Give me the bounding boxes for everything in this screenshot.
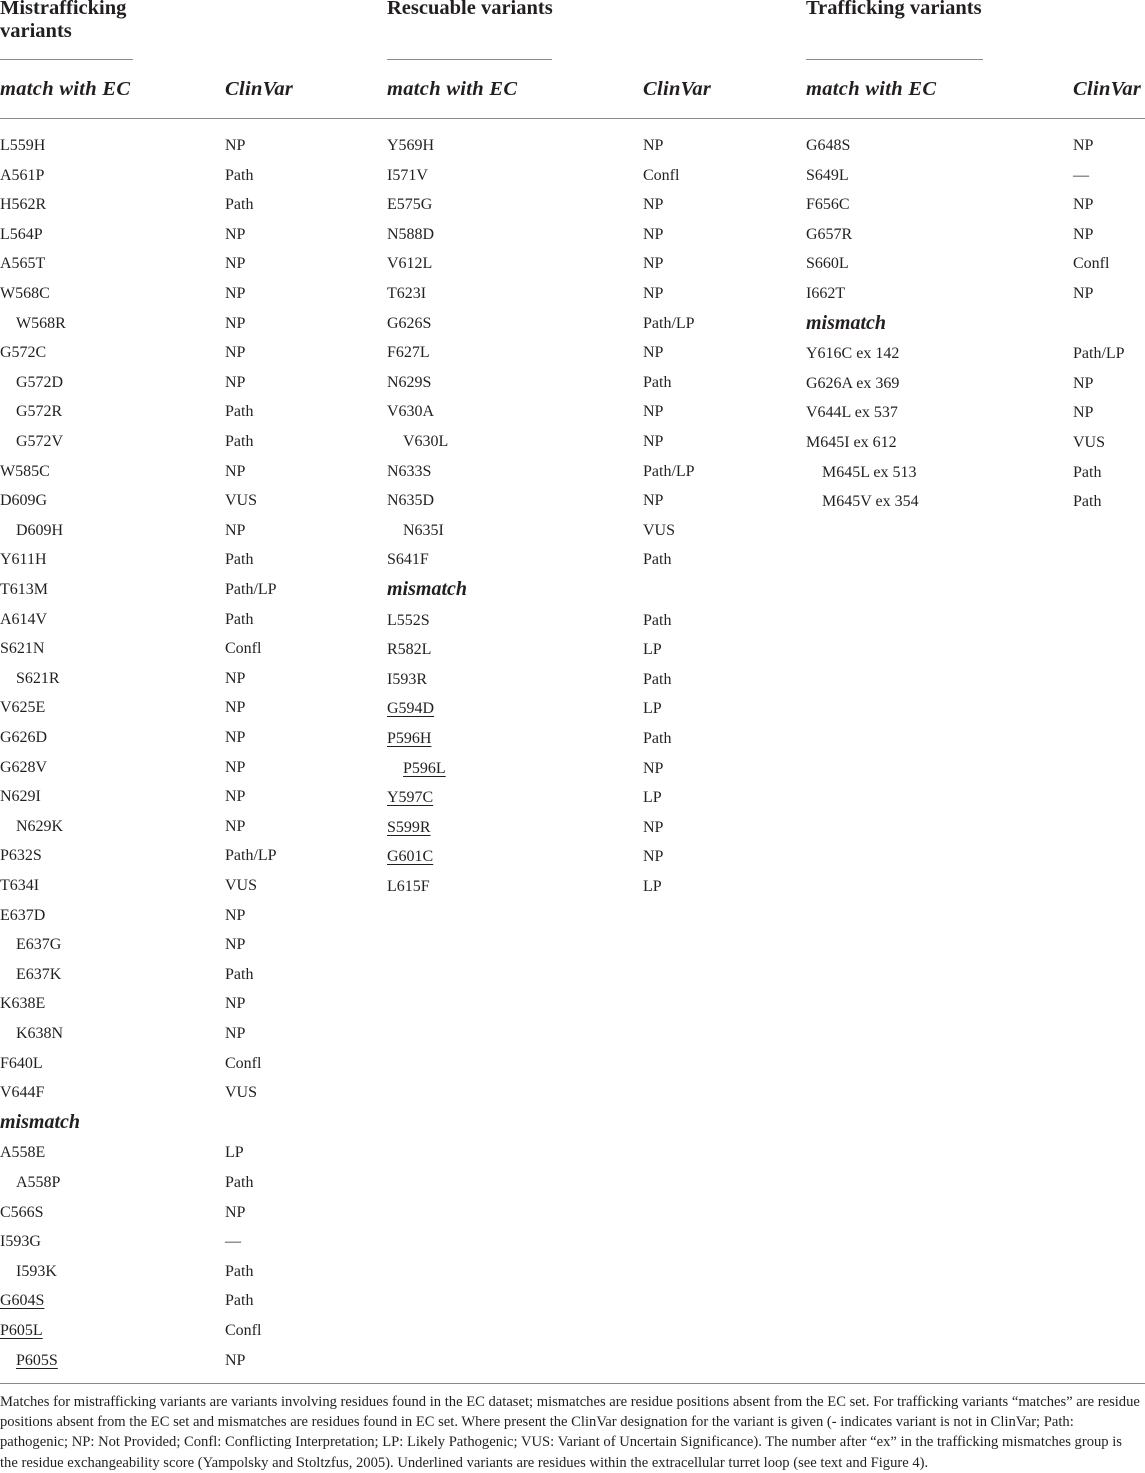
variant-cell: S621N — [0, 640, 45, 658]
clinvar-cell: — — [225, 1233, 241, 1251]
variant-cell: G594D — [387, 700, 435, 718]
clinvar-cell: NP — [225, 137, 246, 154]
variant-cell: T613M — [0, 581, 48, 598]
variant-cell: G572C — [0, 344, 47, 362]
variant-cell: N629I — [0, 788, 41, 806]
clinvar-cell: LP — [643, 877, 662, 895]
variant-cell: A614V — [0, 610, 48, 628]
clinvar-cell: NP — [225, 462, 246, 480]
clinvar-cell: Confl — [643, 166, 680, 184]
variant-cell: H562R — [0, 196, 47, 214]
column-header-match: match with EC — [387, 78, 518, 100]
variant-cell: P596L — [403, 759, 446, 777]
variant-cell: N588D — [387, 225, 435, 243]
clinvar-cell: Path — [225, 166, 254, 184]
variant-cell: V644L ex 537 — [806, 404, 898, 422]
clinvar-cell: Path — [225, 433, 254, 450]
clinvar-cell: Path/LP — [1073, 345, 1125, 363]
clinvar-cell: NP — [225, 758, 246, 776]
clinvar-cell: Path — [225, 1262, 254, 1280]
variant-cell: L564P — [0, 225, 43, 243]
clinvar-cell: Confl — [1073, 255, 1110, 273]
variant-cell: G626D — [0, 729, 48, 746]
variant-cell: T623I — [387, 285, 427, 302]
mismatch-subheading: mismatch — [387, 578, 468, 600]
clinvar-cell: NP — [643, 433, 664, 450]
clinvar-cell: LP — [225, 1144, 244, 1162]
clinvar-cell: NP — [225, 344, 246, 362]
clinvar-cell: NP — [643, 759, 664, 777]
variant-cell: I593G — [0, 1233, 41, 1251]
clinvar-cell: VUS — [643, 521, 676, 539]
variant-cell: G628V — [0, 758, 48, 776]
clinvar-cell: NP — [1073, 374, 1094, 392]
variant-cell: S660L — [806, 255, 849, 273]
variant-cell: K638N — [16, 1025, 64, 1042]
clinvar-cell: NP — [1073, 404, 1094, 422]
variant-cell: N635I — [403, 521, 444, 539]
variant-cell: T634I — [0, 877, 40, 894]
variant-cell: I593R — [387, 670, 427, 688]
variant-cell: W568R — [16, 314, 66, 332]
clinvar-cell: Path/LP — [225, 581, 277, 598]
clinvar-cell: NP — [225, 225, 246, 243]
clinvar-cell: NP — [225, 788, 246, 806]
clinvar-cell: LP — [643, 641, 662, 659]
variant-cell: E637K — [16, 965, 62, 983]
clinvar-cell: LP — [643, 789, 662, 807]
variant-cell: P596H — [387, 729, 432, 747]
group-rule — [806, 59, 983, 60]
clinvar-cell: Path — [643, 551, 672, 569]
variant-cell: N633S — [387, 462, 432, 480]
column-header-match: match with EC — [806, 78, 937, 100]
variant-cell: S641F — [387, 551, 429, 569]
variant-cell: A565T — [0, 255, 46, 273]
variant-cell: D609H — [16, 521, 64, 539]
clinvar-cell: Confl — [225, 1321, 262, 1339]
variant-cell: G572R — [16, 403, 63, 421]
clinvar-cell: NP — [643, 255, 664, 273]
variant-cell: G601C — [387, 848, 434, 866]
clinvar-cell: Path/LP — [643, 314, 695, 332]
variant-cell: Y616C ex 142 — [806, 345, 900, 363]
clinvar-cell: NP — [225, 936, 246, 954]
variant-cell: G657R — [806, 225, 853, 243]
variant-cell: P605L — [0, 1321, 43, 1339]
variant-cell: I662T — [806, 285, 846, 302]
variant-cell: V630L — [403, 433, 449, 450]
variant-cell: E637D — [0, 906, 46, 924]
variant-cell: V612L — [387, 255, 433, 273]
clinvar-cell: NP — [225, 669, 246, 687]
variant-cell: Y597C — [387, 789, 434, 807]
variant-cell: S621R — [16, 669, 60, 687]
clinvar-cell: Path — [225, 403, 254, 421]
variant-cell: Y569H — [387, 137, 435, 154]
variant-cell: M645I ex 612 — [806, 433, 897, 451]
clinvar-cell: Path — [1073, 493, 1102, 511]
clinvar-cell: NP — [643, 137, 664, 154]
clinvar-cell: NP — [225, 255, 246, 273]
variant-cell: N635D — [387, 492, 435, 510]
variant-cell: P605S — [16, 1351, 58, 1369]
variant-cell: G626A ex 369 — [806, 374, 900, 392]
clinvar-cell: NP — [643, 344, 664, 362]
clinvar-cell: Path — [225, 196, 254, 214]
variant-cell: M645V ex 354 — [822, 493, 919, 511]
clinvar-cell: Path — [225, 965, 254, 983]
group-rule — [387, 59, 552, 60]
clinvar-cell: NP — [225, 285, 246, 302]
column-header-match: match with EC — [0, 78, 131, 100]
clinvar-cell: Path — [225, 1173, 254, 1191]
clinvar-cell: NP — [225, 995, 246, 1013]
clinvar-cell: NP — [225, 314, 246, 332]
clinvar-cell: Path — [225, 551, 254, 569]
variant-cell: V644F — [0, 1084, 45, 1102]
clinvar-cell: NP — [1073, 196, 1094, 214]
variant-cell: W568C — [0, 285, 50, 302]
variant-cell: F640L — [0, 1054, 43, 1072]
clinvar-cell: Path — [225, 1292, 254, 1310]
column-header-clinvar: ClinVar — [225, 78, 294, 100]
clinvar-cell: Path — [225, 610, 254, 628]
clinvar-cell: NP — [1073, 225, 1094, 243]
clinvar-cell: Confl — [225, 1054, 262, 1072]
variant-cell: I571V — [387, 166, 428, 184]
clinvar-cell: Path/LP — [643, 462, 695, 480]
clinvar-cell: NP — [225, 699, 246, 717]
clinvar-cell: NP — [643, 818, 664, 836]
clinvar-cell: NP — [643, 848, 664, 866]
variant-cell: G648S — [806, 137, 851, 154]
clinvar-cell: VUS — [1073, 433, 1106, 451]
group-rule — [0, 59, 133, 60]
column-header-clinvar: ClinVar — [1073, 78, 1142, 100]
variant-cell: Y611H — [0, 551, 47, 569]
mismatch-subheading: mismatch — [0, 1110, 81, 1133]
variant-cell: S649L — [806, 166, 849, 184]
variant-cell: A558P — [16, 1173, 61, 1191]
variant-cell: G572D — [16, 373, 64, 391]
clinvar-cell: NP — [643, 492, 664, 510]
clinvar-cell: — — [1073, 166, 1089, 184]
variant-cell: L559H — [0, 137, 46, 154]
group-title: Rescuable variants — [387, 0, 553, 19]
variant-cell: L552S — [387, 611, 430, 629]
clinvar-cell: NP — [643, 196, 664, 214]
footer-rule — [0, 1383, 1145, 1384]
clinvar-cell: NP — [225, 729, 246, 746]
variant-cell: M645L ex 513 — [822, 463, 917, 481]
variant-cell: E575G — [387, 196, 433, 214]
header-rule — [0, 118, 1145, 119]
variant-cell: G626S — [387, 314, 432, 332]
clinvar-cell: Path — [643, 729, 672, 747]
variant-cell: W585C — [0, 462, 50, 480]
variant-cell: E637G — [16, 936, 62, 954]
clinvar-cell: NP — [643, 285, 664, 302]
clinvar-cell: NP — [225, 1025, 246, 1042]
clinvar-cell: NP — [225, 906, 246, 924]
variant-cell: C566S — [0, 1203, 44, 1221]
clinvar-cell: NP — [225, 373, 246, 391]
variant-cell: K638E — [0, 995, 46, 1013]
variant-cell: V630A — [387, 403, 435, 421]
clinvar-cell: Path — [643, 611, 672, 629]
clinvar-cell: NP — [643, 403, 664, 421]
mismatch-subheading: mismatch — [806, 311, 887, 334]
clinvar-cell: Path — [643, 670, 672, 688]
variant-cell: I593K — [16, 1262, 57, 1280]
variant-cell: R582L — [387, 641, 432, 659]
variant-cell: G604S — [0, 1292, 45, 1310]
column-header-clinvar: ClinVar — [643, 78, 712, 100]
clinvar-cell: NP — [1073, 285, 1094, 302]
variant-cell: D609G — [0, 492, 48, 510]
clinvar-cell: VUS — [225, 877, 258, 894]
group-title: Trafficking variants — [806, 0, 982, 19]
table-footnote: Matches for mistrafficking variants are variants involving residues found in the EC dataset; mismatches are residue positions absent from the EC set. For trafficking variants “matches” are residue positions absent from the EC set and mismatches are residues found in EC set. Where present the ClinVar designation for the variant is given (- indicates variant is not in ClinVar; Path: pathogenic; NP: Not Provided; Confl: Conflicting Interpretation; LP: Likely Pathogenic; VUS: Variant of Uncertain Significance). The number after “ex” in the trafficking mismatches group is the residue exchangeability score (Yampolsky and Stoltzfus, 2005). Underlined variants are residues within the extracellular turret loop (see text and Figure 4). — [0, 1394, 1140, 1471]
variant-cell: A561P — [0, 166, 45, 184]
clinvar-cell: NP — [225, 1203, 246, 1221]
clinvar-cell: VUS — [225, 1084, 258, 1102]
variant-cell: N629K — [16, 817, 64, 835]
clinvar-cell: LP — [643, 700, 662, 718]
clinvar-cell: VUS — [225, 492, 258, 510]
clinvar-cell: Confl — [225, 640, 262, 658]
clinvar-cell: NP — [225, 817, 246, 835]
variant-cell: N629S — [387, 373, 432, 391]
variant-cell: A558E — [0, 1144, 46, 1162]
variant-cell: L615F — [387, 877, 430, 895]
variant-cell: V625E — [0, 699, 46, 717]
variant-cell: P632S — [0, 847, 42, 865]
variant-cell: S599R — [387, 818, 431, 836]
clinvar-cell: NP — [643, 225, 664, 243]
clinvar-cell: NP — [225, 521, 246, 539]
clinvar-cell: NP — [225, 1351, 246, 1369]
clinvar-cell: Path/LP — [225, 847, 277, 865]
clinvar-cell: Path — [643, 373, 672, 391]
clinvar-cell: NP — [1073, 137, 1094, 154]
variant-cell: F627L — [387, 344, 430, 362]
variant-cell: F656C — [806, 196, 850, 214]
clinvar-cell: Path — [1073, 463, 1102, 481]
group-title: Mistrafficking variants — [0, 0, 127, 42]
variant-cell: G572V — [16, 433, 64, 450]
